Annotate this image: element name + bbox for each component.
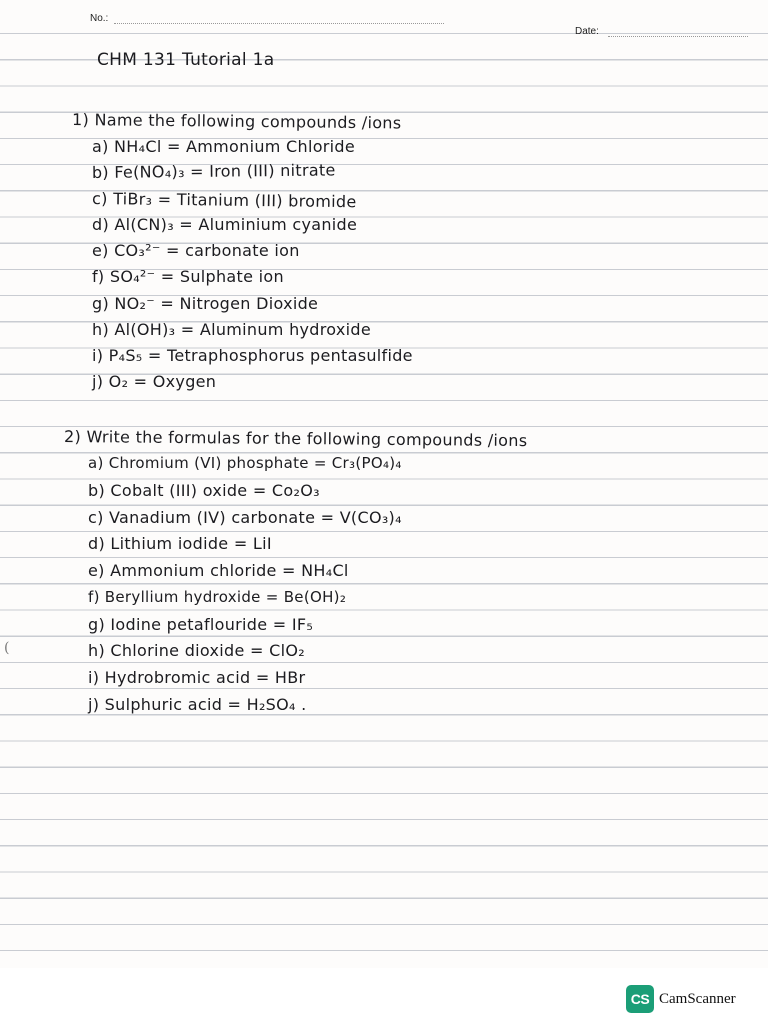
question-1-heading: 1) Name the following compounds /ions <box>72 110 402 133</box>
header-no-label: No.: <box>90 13 109 24</box>
answer-1c: c) TiBr₃ = Titanium (III) bromide <box>92 189 357 212</box>
page-title: CHM 131 Tutorial 1a <box>97 50 275 70</box>
header-date-underline <box>608 36 748 37</box>
answer-1b: b) Fe(NO₄)₃ = Iron (III) nitrate <box>91 160 336 182</box>
answer-1e: e) CO₃²⁻ = carbonate ion <box>92 241 300 260</box>
margin-pen-mark: ( <box>4 640 10 656</box>
answer-2f: f) Beryllium hydroxide = Be(OH)₂ <box>88 588 347 606</box>
answer-2g: g) Iodine petaflouride = IF₅ <box>88 615 314 634</box>
header-no-underline <box>114 23 444 24</box>
camscanner-icon <box>626 985 654 1013</box>
answer-1d: d) Al(CN)₃ = Aluminium cyanide <box>92 215 358 234</box>
answer-2d: d) Lithium iodide = LiI <box>88 534 272 553</box>
answer-1j: j) O₂ = Oxygen <box>92 372 217 391</box>
answer-1g: g) NO₂⁻ = Nitrogen Dioxide <box>92 294 319 313</box>
answer-1i: i) P₄S₅ = Tetraphosphorus pentasulfide <box>92 346 413 365</box>
answer-2i: i) Hydrobromic acid = HBr <box>88 668 306 687</box>
question-2-heading: 2) Write the formulas for the following compounds /ions <box>64 427 528 451</box>
camscanner-text: CamScanner <box>659 990 736 1007</box>
answer-2h: h) Chlorine dioxide = ClO₂ <box>88 641 305 660</box>
answer-2j: j) Sulphuric acid = H₂SO₄ . <box>88 695 307 714</box>
answer-2e: e) Ammonium chloride = NH₄Cl <box>88 561 349 580</box>
answer-1f: f) SO₄²⁻ = Sulphate ion <box>92 267 284 286</box>
answer-2a: a) Chromium (VI) phosphate = Cr₃(PO₄)₄ <box>88 454 402 472</box>
header-date-label: Date: <box>575 26 599 37</box>
answer-2b: b) Cobalt (III) oxide = Co₂O₃ <box>88 481 320 500</box>
answer-1h: h) Al(OH)₃ = Aluminum hydroxide <box>92 320 371 339</box>
answer-1a: a) NH₄Cl = Ammonium Chloride <box>92 137 356 156</box>
answer-2c: c) Vanadium (IV) carbonate = V(CO₃)₄ <box>88 508 402 527</box>
camscanner-watermark <box>626 985 736 1013</box>
camscanner-icon-text: CS <box>630 991 650 1007</box>
